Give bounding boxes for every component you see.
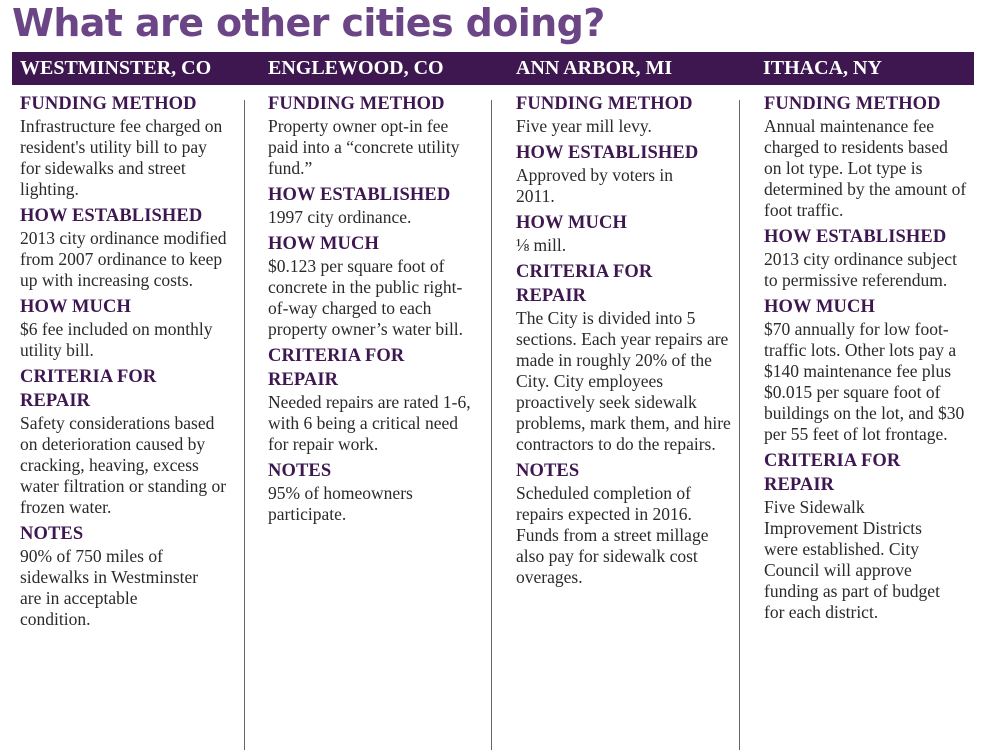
section-label: NOTES (268, 461, 332, 481)
section-text: 2013 city ordinance modified from 2007 ordinance to keep up with increasing costs. (20, 228, 227, 290)
section-text: Annual maintenance fee charged to residents based on lot type. Lot type is determined by the amount of foot traffic. (764, 116, 967, 220)
section-label: HOW MUCH (20, 297, 131, 317)
section-label: HOW ESTABLISHED (516, 143, 699, 163)
section-label: FUNDING METHOD (764, 94, 941, 114)
section-label: NOTES (20, 524, 84, 544)
section-text: 2013 city ordinance subject to permissive referendum. (764, 249, 957, 290)
section-text: Scheduled completion of repairs expected in 2016. Funds from a street millage also pay for sidewalk cost overages. (516, 483, 709, 587)
section-text: $6 fee included on monthly utility bill. (20, 319, 213, 360)
section-text: Five Sidewalk Improvement Districts were established. City Council will approve funding as part of budget for each district. (764, 497, 940, 622)
section-label: FUNDING METHOD (268, 94, 445, 114)
section-text: ⅛ mill. (516, 235, 567, 255)
column-divider (244, 100, 245, 750)
column-divider (739, 100, 740, 750)
section-text: Safety considerations based on deterioration caused by cracking, heaving, excess water filtration or standing or frozen water. (20, 413, 227, 517)
section-label: CRITERIA FOR REPAIR (764, 451, 901, 495)
section-text: Approved by voters in 2011. (516, 165, 673, 206)
section-label: FUNDING METHOD (516, 94, 693, 114)
section-text: Property owner opt-in fee paid into a “concrete utility fund.” (268, 116, 460, 178)
section-label: HOW MUCH (764, 297, 875, 317)
section-label: CRITERIA FOR REPAIR (268, 346, 405, 390)
section-label: CRITERIA FOR REPAIR (20, 367, 157, 411)
section-label: NOTES (516, 461, 580, 481)
city-column-ann-arbor (516, 92, 731, 592)
column-header-bar (12, 52, 974, 85)
city-column-englewood (268, 92, 482, 529)
section-text: Infrastructure fee charged on resident's utility bill to pay for sidewalks and street lighting. (20, 116, 223, 199)
page-title: What are other cities doing? (12, 1, 605, 45)
column-header-ithaca: ITHACA, NY (763, 57, 882, 79)
section-text: Five year mill levy. (516, 116, 652, 136)
section-text: 90% of 750 miles of sidewalks in Westminster are in acceptable condition. (20, 546, 199, 629)
section-text: The City is divided into 5 sections. Each year repairs are made in roughly 20% of the City. City employees proactively seek sidewalk problems, mark them, and hire contractors to do the repairs. (516, 308, 731, 454)
column-header-westminster: WESTMINSTER, CO (20, 57, 212, 79)
section-label: HOW MUCH (516, 213, 627, 233)
column-header-ann-arbor: ANN ARBOR, MI (516, 57, 673, 79)
section-text: 95% of homeowners participate. (268, 483, 413, 524)
column-header-englewood: ENGLEWOOD, CO (268, 57, 444, 79)
section-text: Needed repairs are rated 1-6, with 6 being a critical need for repair work. (268, 392, 471, 454)
city-column-ithaca (764, 92, 969, 627)
section-text: $70 annually for low foot-traffic lots. Other lots pay a $140 maintenance fee plus $0.015 per square foot of buildings on the lot, and $30 per 55 feet of lot frontage. (764, 319, 965, 444)
section-label: CRITERIA FOR REPAIR (516, 262, 653, 306)
section-text: 1997 city ordinance. (268, 207, 412, 227)
section-label: FUNDING METHOD (20, 94, 197, 114)
column-divider (491, 100, 492, 750)
section-label: HOW ESTABLISHED (268, 185, 451, 205)
section-label: HOW MUCH (268, 234, 379, 254)
city-column-westminster (20, 92, 230, 634)
section-label: HOW ESTABLISHED (764, 227, 947, 247)
section-text: $0.123 per square foot of concrete in the public right-of-way charged to each property owner’s water bill. (268, 256, 464, 339)
section-label: HOW ESTABLISHED (20, 206, 203, 226)
